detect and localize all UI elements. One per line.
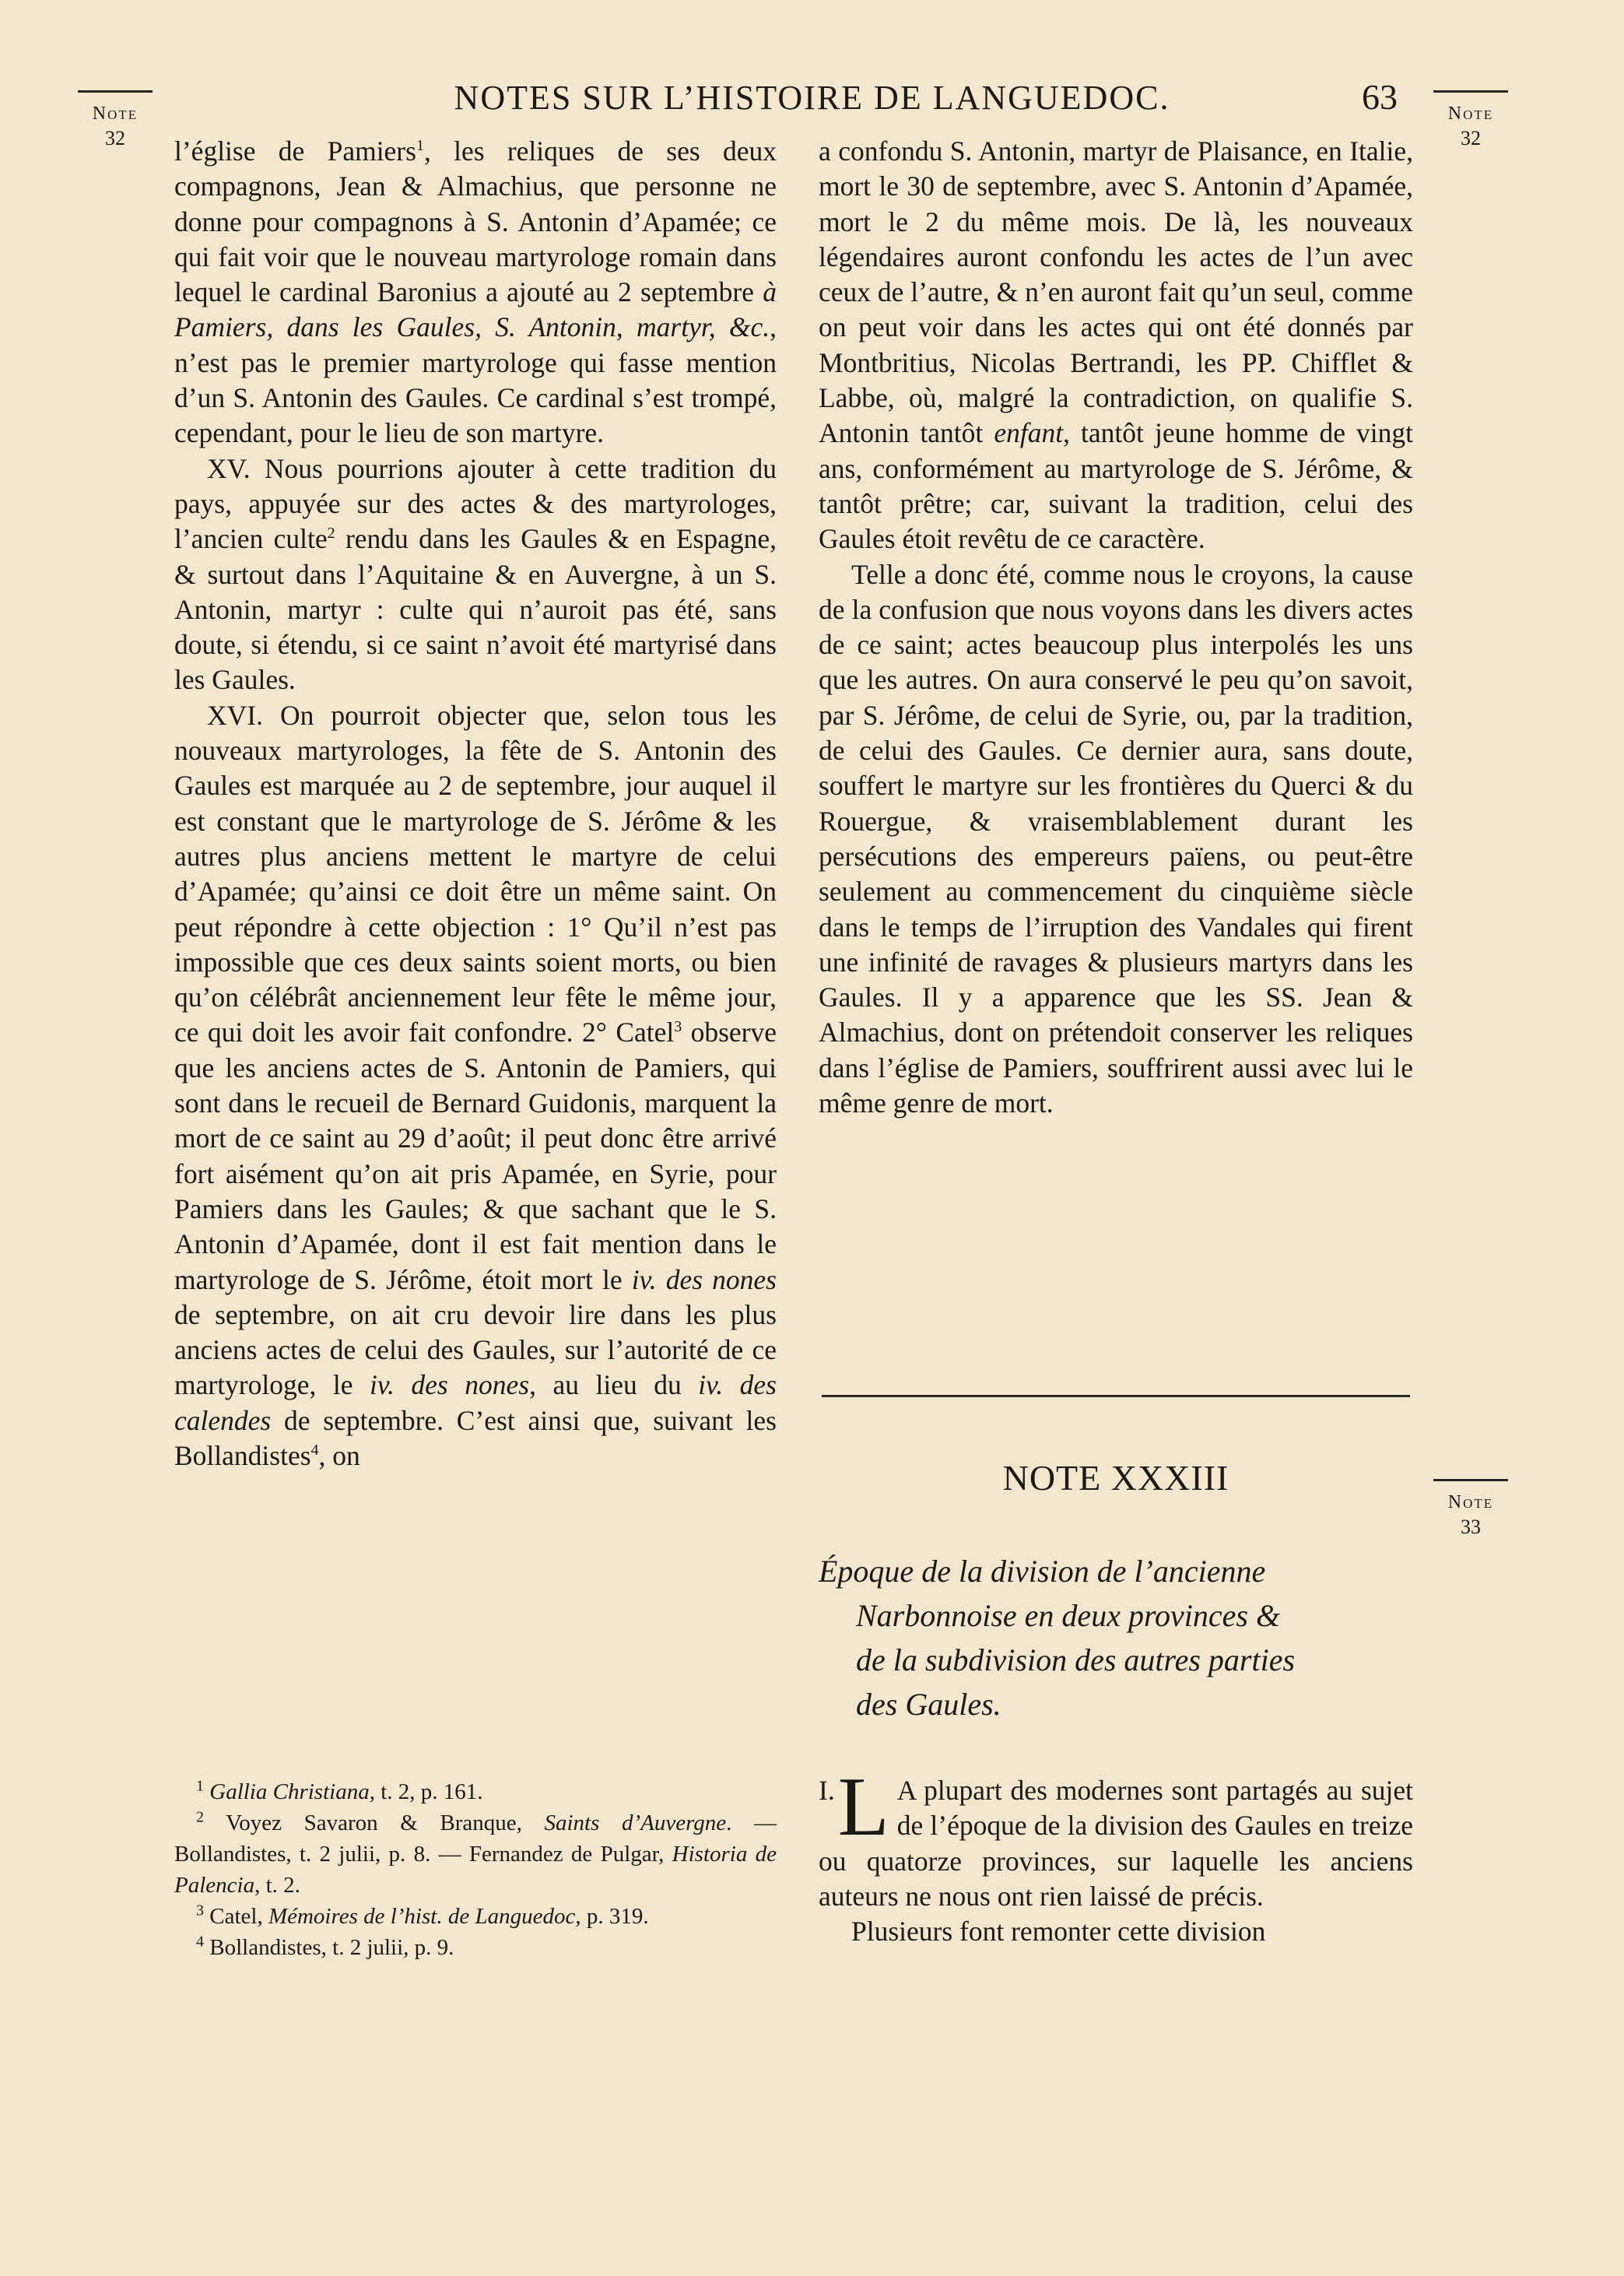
footnotes: [174, 1776, 777, 1963]
note-title: NOTE XXXIII: [1002, 1458, 1229, 1498]
section-divider: [822, 1395, 1410, 1397]
italic-text: iv. des calendes: [174, 1369, 777, 1436]
margin-rule-left: [78, 90, 153, 93]
text: l’église de Pamiers: [174, 135, 416, 167]
footnote-4: [174, 1932, 777, 1963]
footnote-3: [174, 1901, 777, 1932]
footnote-1: [174, 1776, 777, 1807]
paragraph-xv: [174, 451, 777, 698]
paragraph-xvi: [174, 698, 777, 1474]
running-head: NOTES SUR L’HISTOIRE DE LANGUEDOC.: [454, 79, 1170, 117]
text: , n’est pas le premier martyrologe qui fasse mention d’un S. Antonin des Gaules. Ce cardinal s’est trompé, cependant, pour le lieu de son martyre.: [174, 311, 777, 449]
margin-note-label: Note: [92, 104, 139, 124]
text: Bollandistes, t. 2 julii, p. 9.: [209, 1935, 454, 1960]
text: de septembre, on ait cru devoir lire dans les plus anciens actes de celui des Gaules, sur l’autorité de ce martyrologe, le: [174, 1298, 777, 1401]
subtitle-line: des Gaules.: [856, 1687, 1001, 1722]
margin-note-label: Note: [1447, 104, 1494, 124]
footnote-ref: 1: [416, 137, 424, 155]
footnote-num: 4: [196, 1933, 204, 1951]
paragraph: [819, 134, 1413, 557]
page-number: 63: [1362, 77, 1398, 117]
text: , on: [318, 1439, 360, 1471]
footnote-ref: 3: [674, 1018, 682, 1036]
text: XVI. On pourroit objecter que, selon tous les nouveaux martyrologes, la fête de S. Antonin des Gaules est marquée au 2 de septembre, jour auquel il est constant que le martyrologe de S. Jérôme & les autres plus anciens mettent le martyre de celui d’Apamée; qu’ainsi ce doit être un même saint. On peut répondre à cette objection : 1° Qu’il n’est pas impossible que ces deux saints soient morts, ou bien qu’on célébrât anciennement leur fête le même jour, ce qui doit les avoir fait confondre. 2° Catel: [174, 699, 777, 1048]
subtitle-line: Époque de la division de l’ancienne: [819, 1554, 1266, 1589]
italic-text: Saints d’Auvergne: [544, 1811, 727, 1835]
paragraph: Plusieurs font remonter cette division: [851, 1916, 1266, 1948]
paragraph: [819, 1761, 1413, 1914]
text: , p. 319.: [575, 1904, 649, 1929]
subtitle-line: Narbonnoise en deux provinces &: [856, 1598, 1281, 1633]
text: . — Bollandistes, t. 2 julii, p. 8. — Fernandez de Pulgar,: [174, 1811, 777, 1867]
italic-text: Mémoires de l’hist. de Languedoc: [268, 1904, 576, 1929]
text: , tantôt jeune homme de vingt ans, conformément au martyrologe de S. Jérôme, & tantôt prêtre; car, suivant la tradition, celui des Gaules étoit revêtu de ce caractère.: [819, 417, 1414, 555]
margin-note-number: 33: [1461, 1516, 1481, 1538]
text: a confondu S. Antonin, martyr de Plaisance, en Italie, mort le 30 de septembre, avec S. Antonin d’Apamée, mort le 2 du même mois. De là, les nouveaux légendaires auront confondu les actes de l’un avec ceux de l’autre, & n’en auront fait qu’un seul, comme on peut voir dans les actes qui ont été donnés par Montbritius, Nicolas Bertrandi, les PP. Chifflet & Labbe, où, malgré la contradiction, on qualifie S. Antonin tantôt: [819, 135, 1413, 449]
text: de septembre. C’est ainsi que, suivant les Bollandistes: [174, 1404, 777, 1471]
subtitle-line: de la subdivision des autres parties: [856, 1642, 1296, 1677]
footnote-num: 1: [196, 1777, 204, 1795]
margin-note-number: 32: [105, 127, 125, 149]
footnote-num: 3: [196, 1902, 204, 1919]
text: rendu dans les Gaules & en Espagne, & surtout dans l’Aquitaine & en Auvergne, à un S. Antonin, martyr : culte qui n’auroit pas été, sans doute, si étendu, si ce saint n’avoit été martyrisé dans les Gaules.: [174, 523, 777, 696]
italic-text: Historia de Palencia: [174, 1842, 777, 1898]
margin-note-label: Note: [1447, 1492, 1494, 1512]
text: Catel,: [209, 1904, 268, 1929]
margin-rule-right: [1433, 90, 1508, 93]
text: Voyez Savaron & Branque,: [226, 1811, 545, 1835]
italic-text: enfant: [994, 417, 1064, 449]
italic-text: Gallia Christiana: [209, 1779, 370, 1804]
text: observe que les anciens actes de S. Antonin de Pamiers, qui sont dans le recueil de Bernard Guidonis, marquent la mort de ce saint au 29 d’août; il peut donc être arrivé fort aisément qu’on ait pris Apamée, en Syrie, pour Pamiers dans les Gaules; & que sachant que le S. Antonin d’Apamée, dont il est fait mention dans le martyrologe de S. Jérôme, étoit mort le: [174, 1017, 777, 1295]
text: XV. Nous pourrions ajouter à cette tradition du pays, appuyée sur des actes & des martyrologes, l’ancien culte: [174, 452, 777, 555]
right-column: [819, 134, 1413, 1121]
paragraph: Telle a donc été, comme nous le croyons, la cause de la confusion que nous voyons dans les divers actes de ce saint; actes beaucoup plus interpolés les uns que les autres. On aura conservé le peu qu’on savoit, par S. Jérôme, de celui de Syrie, ou, par la tradition, de celui des Gaules. Ce dernier aura, sans doute, souffert le martyre sur les frontières du Querci & du Rouergue, & vraisemblablement durant les persécutions des empereurs païens, ou peut-être seulement au commencement du cinquième siècle dans le temps de l’irruption des Vandales qui firent une infinité de ravages & plusieurs martyrs dans les Gaules. Il y a apparence que les SS. Jean & Almachius, dont on prétendoit conserver les reliques dans l’église de Pamiers, souffrirent aussi avec lui le même genre de mort.: [819, 558, 1413, 1119]
text: A plupart des modernes sont partagés au sujet de l’époque de la division des Gaules en treize ou quatorze provinces, sur laquelle les anciens auteurs ne nous ont rien laissé de précis.: [819, 1775, 1413, 1912]
margin-note-left: [78, 101, 153, 151]
text: , t. 2.: [254, 1873, 300, 1898]
text: , au lieu du: [529, 1369, 699, 1401]
paragraph: [174, 134, 777, 451]
note33-body: [819, 1761, 1413, 1949]
note-subtitle: [819, 1549, 1413, 1726]
italic-text: iv. des nones: [370, 1369, 530, 1401]
footnote-ref: 2: [327, 525, 335, 543]
margin-note-number: 32: [1461, 127, 1481, 149]
margin-rule-note33: [1433, 1479, 1508, 1481]
text: , les reliques de ses deux compagnons, Jean & Almachius, que personne ne donne pour compagnons à S. Antonin d’Apamée; ce qui fait voir que le nouveau martyrologe romain dans lequel le cardinal Baronius a ajouté au 2 septembre: [174, 135, 777, 308]
margin-note-note33: [1433, 1490, 1508, 1540]
left-column: [174, 134, 777, 1473]
margin-note-right: [1433, 101, 1508, 151]
italic-text: iv. des nones: [631, 1263, 777, 1295]
footnote-ref: 4: [310, 1442, 319, 1459]
footnote-2: [174, 1807, 777, 1901]
footnote-num: 2: [196, 1808, 204, 1826]
italic-text: à Pamiers, dans les Gaules, S. Antonin, martyr, &c.: [174, 276, 777, 343]
drop-cap: L: [837, 1761, 889, 1853]
text: , t. 2, p. 161.: [369, 1779, 483, 1804]
section-numeral: I.: [819, 1775, 835, 1806]
